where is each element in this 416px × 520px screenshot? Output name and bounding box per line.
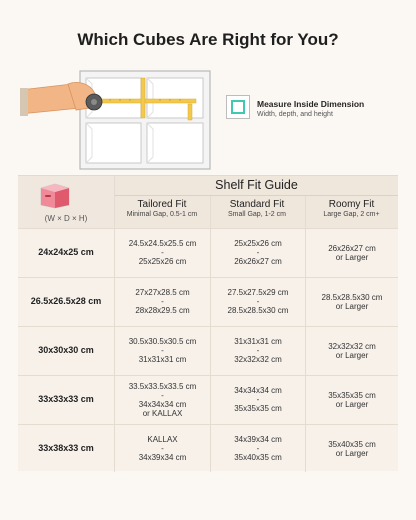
fit-name: Roomy Fit <box>328 199 375 210</box>
cube-size-cell: 33x38x33 cm <box>38 442 94 453</box>
roomy-fit-cell <box>306 293 398 311</box>
fit-value-line: - <box>256 248 260 257</box>
fit-guide-header <box>115 176 398 228</box>
fit-value-line: 33.5x33.5x33.5 cm <box>128 381 197 391</box>
fit-value-line: or Larger <box>335 399 369 409</box>
fit-name: Standard Fit <box>229 199 285 210</box>
fit-value-line: 35x40x35 cm <box>234 453 282 462</box>
tailored-fit-cell <box>115 337 210 364</box>
fit-guide-title: Shelf Fit Guide <box>215 178 298 192</box>
fit-value-line: or Larger <box>335 448 369 458</box>
fit-value-line: or KALLAX <box>142 408 183 418</box>
fit-value-line: 28.5x28.5x30 cm <box>321 292 383 302</box>
fit-value-line: 34x34x34 cm <box>138 399 187 409</box>
fit-value-line: 34x39x34 cm <box>138 453 187 462</box>
fit-value-line: 26x26x27 cm <box>328 243 376 253</box>
cube-size-cell: 33x33x33 cm <box>38 393 94 404</box>
fit-value-line: 34x34x34 cm <box>234 386 282 395</box>
table-row <box>18 424 398 473</box>
fit-value-line: 35x35x35 cm <box>234 404 282 413</box>
fit-value-line: 34x39x34 cm <box>234 435 282 444</box>
standard-fit-header <box>210 197 304 227</box>
fit-value-line: or Larger <box>335 301 369 311</box>
fit-value-line: - <box>161 248 164 257</box>
fit-value-line: or Larger <box>335 252 369 262</box>
fit-value-line: 28x28x29.5 cm <box>135 306 190 315</box>
dimensions-label: (W × D × H) <box>44 214 88 223</box>
fit-value-line: 27.5x27.5x29 cm <box>227 288 289 297</box>
table-row <box>18 277 398 326</box>
fit-value-line: - <box>161 444 164 453</box>
tailored-fit-cell <box>115 288 210 315</box>
fit-value-line: 25x25x26 cm <box>234 239 282 248</box>
fit-value-line: 30.5x30.5x30.5 cm <box>128 337 197 346</box>
fit-value-line: or Larger <box>335 350 369 360</box>
tailored-fit-cell <box>115 239 210 266</box>
fit-value-line: 28.5x28.5x30 cm <box>227 306 289 315</box>
roomy-fit-cell <box>306 391 398 409</box>
page-title: Which Cubes Are Right for You? <box>77 30 339 49</box>
fit-value-line: 27x27x28.5 cm <box>135 288 190 297</box>
cube-size-cell: 26.5x26.5x28 cm <box>30 295 102 306</box>
fit-value-line: 24.5x24.5x25.5 cm <box>128 239 197 248</box>
fit-value-line: 25x25x26 cm <box>138 257 187 266</box>
roomy-fit-cell <box>306 244 398 262</box>
standard-fit-cell <box>211 386 305 413</box>
fit-value-line: - <box>256 297 260 306</box>
fit-value-line: 31x31x31 cm <box>138 355 187 364</box>
tailored-fit-cell <box>115 382 210 418</box>
fit-name: Tailored Fit <box>137 199 187 210</box>
standard-fit-cell <box>211 337 305 364</box>
fit-value-line: - <box>256 346 260 355</box>
table-row <box>18 326 398 375</box>
fit-desc: Small Gap, 1-2 cm <box>228 211 286 218</box>
fit-value-line: - <box>161 390 164 400</box>
fit-value-line: 26x26x27 cm <box>234 257 282 266</box>
tailored-fit-cell <box>115 435 210 462</box>
roomy-fit-cell <box>306 440 398 458</box>
fit-value-line: - <box>161 346 164 355</box>
cube-size-cell: 30x30x30 cm <box>38 344 94 355</box>
cube-size-cell: 24x24x25 cm <box>38 246 94 257</box>
roomy-fit-cell <box>306 342 398 360</box>
table-row <box>18 228 398 277</box>
fit-value-line: - <box>256 444 260 453</box>
standard-fit-cell <box>211 435 305 462</box>
fit-value-line: - <box>161 297 164 306</box>
standard-fit-cell <box>211 239 305 266</box>
roomy-fit-header <box>305 197 398 227</box>
tailored-fit-header <box>115 197 209 227</box>
shelf-measuring-illustration <box>20 68 220 173</box>
standard-fit-cell <box>211 288 305 315</box>
fit-value-line: 35x40x35 cm <box>328 439 376 449</box>
fit-value-line: 32x32x32 cm <box>234 355 282 364</box>
size-header <box>18 176 114 228</box>
measure-legend <box>226 95 406 125</box>
shelf-fit-table <box>18 175 398 471</box>
fit-desc: Minimal Gap, 0.5-1 cm <box>126 211 198 218</box>
fit-value-line: 31x31x31 cm <box>234 337 282 346</box>
fit-value-line: 35x35x35 cm <box>328 390 376 400</box>
storage-cube-icon <box>38 179 72 209</box>
measure-square-icon <box>226 95 250 119</box>
fit-value-line: 32x32x32 cm <box>328 341 376 351</box>
fit-desc: Large Gap, 2 cm+ <box>323 211 380 218</box>
measure-title: Measure Inside Dimension <box>257 99 365 109</box>
fit-value-line: - <box>256 395 260 404</box>
fit-value-line: KALLAX <box>147 435 178 444</box>
table-row <box>18 375 398 424</box>
measure-subtitle: Width, depth, and height <box>257 111 333 118</box>
